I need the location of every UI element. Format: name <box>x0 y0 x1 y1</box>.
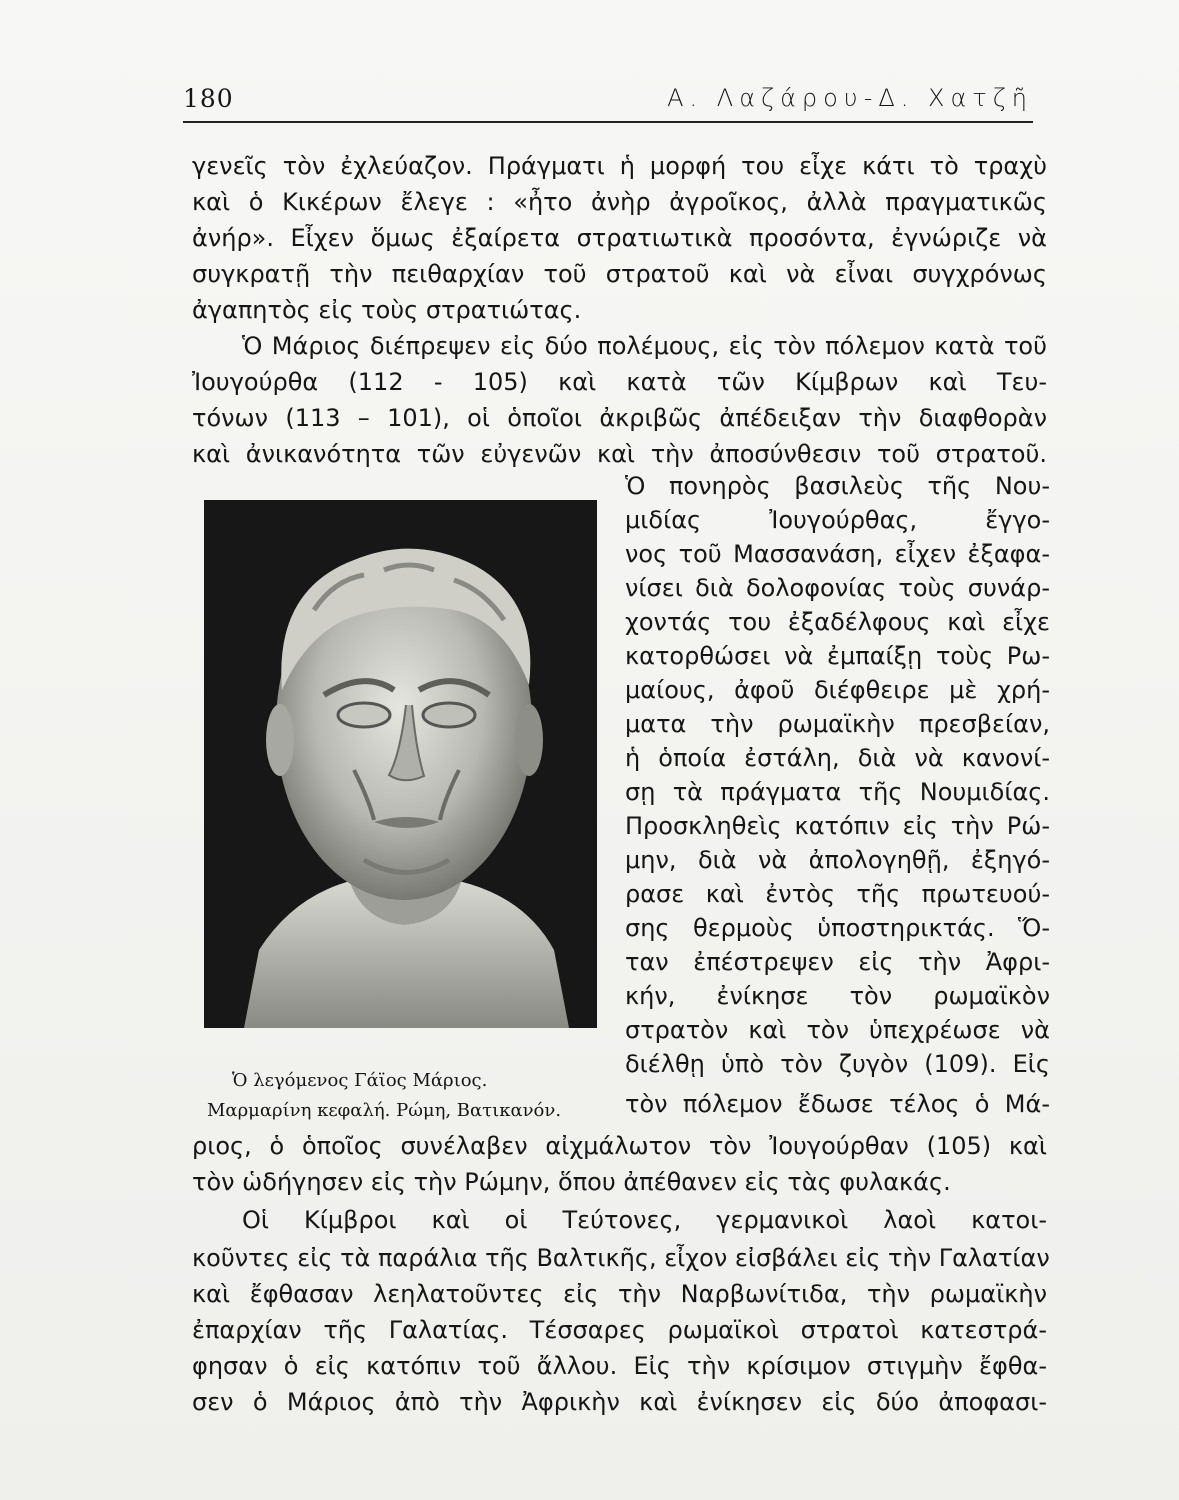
text-line: κατορθώσει νὰ ἐμπαίξῃ τοὺς Ρω- <box>625 642 1050 670</box>
header-rule <box>183 121 1033 123</box>
text-line: μιδίας Ἰουγούρθας, ἔγγο- <box>625 506 1050 534</box>
marble-bust-illustration <box>204 500 597 1028</box>
text-line: συγκρατῇ τὴν πειθαρχίαν τοῦ στρατοῦ καὶ νὰ εἶναι συγχρόνως <box>192 260 1047 288</box>
text-line: τὸν ὡδήγησεν εἰς τὴν Ρώμην, ὅπου ἀπέθανεν εἰς τὰς φυλακάς. <box>192 1168 951 1196</box>
running-head: Α. Λαζάρου-Δ. Χατζῆ <box>667 84 1033 112</box>
text-line: μην, διὰ νὰ ἀπολογηθῇ, ἐξηγό- <box>625 846 1050 874</box>
text-line: Οἱ Κίμβροι καὶ οἱ Τεύτονες, γερμανικοὶ λαοὶ κατοι- <box>242 1206 1047 1234</box>
figure-caption-title: Ὁ λεγόμενος Γάϊος Μάριος. <box>232 1070 488 1091</box>
text-line: καὶ ἔφθασαν λεηλατοῦντες εἰς τὴν Ναρβωνίτιδα, τὴν ρωμαϊκὴν <box>192 1280 1047 1308</box>
text-line: γενεῖς τὸν ἐχλεύαζον. Πράγματι ἡ μορφή του εἶχε κάτι τὸ τραχὺ <box>192 152 1047 180</box>
text-line: ἀνήρ». Εἶχεν ὅμως ἐξαίρετα στρατιωτικὰ προσόντα, ἐγνώριζε νὰ <box>192 224 1047 252</box>
text-line: σῃ τὰ πράγματα τῆς Νουμιδίας. <box>625 778 1050 806</box>
text-line: σεν ὁ Μάριος ἀπὸ τὴν Ἀφρικὴν καὶ ἐνίκησεν εἰς δύο ἀποφασι- <box>192 1388 1047 1416</box>
text-line: Ὁ Μάριος διέπρεψεν εἰς δύο πολέμους, εἰς τὸν πόλεμον κατὰ τοῦ <box>242 332 1047 360</box>
text-line: ἡ ὁποία ἐστάλη, διὰ νὰ κανονί- <box>625 744 1050 772</box>
figure-caption-detail: Μαρμαρίνη κεφαλή. Ρώμη, Βατικανόν. <box>207 1100 562 1121</box>
text-line: φησαν ὁ εἰς κατόπιν τοῦ ἄλλου. Εἰς τὴν κρίσιμον στιγμὴν ἔφθα- <box>192 1352 1047 1380</box>
text-line: καὶ ὁ Κικέρων ἔλεγε : «ἦτο ἀνὴρ ἀγροῖκος, ἀλλὰ πραγματικῶς <box>192 188 1047 216</box>
text-line: χοντάς του ἐξαδέλφους καὶ εἶχε <box>625 608 1050 636</box>
text-line: ρασε καὶ ἐντὸς τῆς πρωτευού- <box>625 880 1050 908</box>
text-line: ματα τὴν ρωμαϊκὴν πρεσβείαν, <box>625 710 1050 738</box>
text-line: Ὁ πονηρὸς βασιλεὺς τῆς Νου- <box>625 472 1050 500</box>
text-line: διέλθῃ ὑπὸ τὸν ζυγὸν (109). Εἰς <box>625 1050 1050 1078</box>
text-line: σης θερμοὺς ὑποστηρικτάς. Ὅ- <box>625 914 1050 942</box>
text-line: ἐπαρχίαν τῆς Γαλατίας. Τέσσαρες ρωμαϊκοὶ στρατοὶ κατεστρά- <box>192 1316 1047 1344</box>
text-line: κήν, ἐνίκησε τὸν ρωμαϊκὸν <box>625 982 1050 1010</box>
text-line: τὸν πόλεμον ἔδωσε τέλος ὁ Μά- <box>625 1090 1050 1118</box>
text-line: νίσει διὰ δολοφονίας τοὺς συνάρ- <box>625 574 1050 602</box>
text-line: Προσκληθεὶς κατόπιν εἰς τὴν Ρώ- <box>625 812 1050 840</box>
text-line: ριος, ὁ ὁποῖος συνέλαβεν αἰχμάλωτον τὸν Ἰουγούρθαν (105) καὶ <box>192 1132 1047 1160</box>
text-line: καὶ ἀνικανότητα τῶν εὐγενῶν καὶ τὴν ἀποσύνθεσιν τοῦ στρατοῦ. <box>192 440 1047 468</box>
text-line: στρατὸν καὶ τὸν ὑπεχρέωσε νὰ <box>625 1016 1050 1044</box>
text-line: τόνων (113 – 101), οἱ ὁποῖοι ἀκριβῶς ἀπέδειξαν τὴν διαφθορὰν <box>192 404 1047 432</box>
text-line: Ἰουγούρθα (112 - 105) καὶ κατὰ τῶν Κίμβρων καὶ Τευ- <box>192 368 1047 396</box>
text-line: ἀγαπητὸς εἰς τοὺς στρατιώτας. <box>192 296 582 324</box>
text-line: νος τοῦ Μασσανάση, εἶχεν ἐξαφα- <box>625 540 1050 568</box>
text-line: κοῦντες εἰς τὰ παράλια τῆς Βαλτικῆς, εἶχον εἰσβάλει εἰς τὴν Γαλατίαν <box>192 1244 1050 1272</box>
page-header <box>183 76 1033 116</box>
bust-photograph <box>204 500 597 1028</box>
page-number: 180 <box>183 84 234 113</box>
text-line: ταν ἐπέστρεψεν εἰς τὴν Ἀφρι- <box>625 948 1050 976</box>
text-line: μαίους, ἀφοῦ διέφθειρε μὲ χρή- <box>625 676 1050 704</box>
